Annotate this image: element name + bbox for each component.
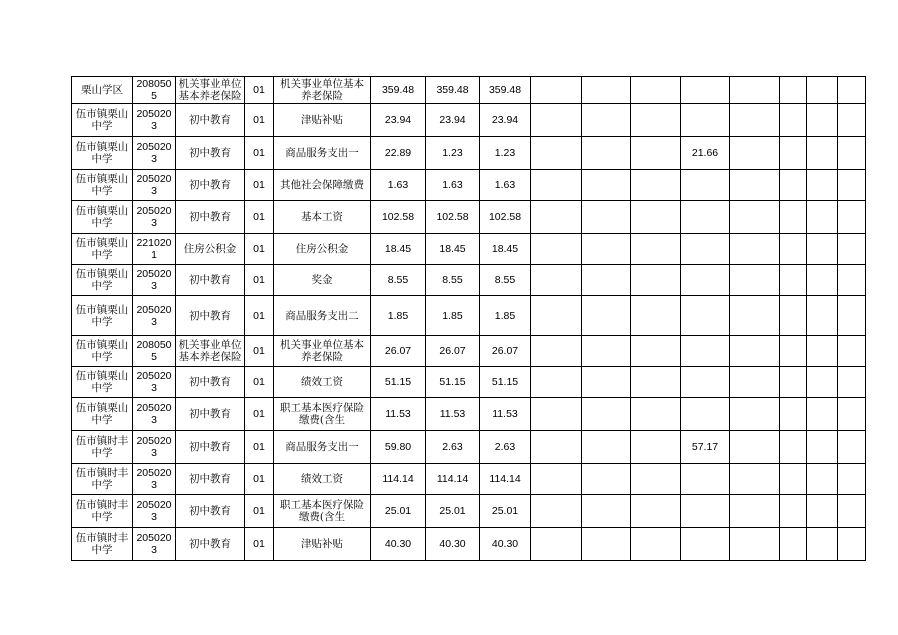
empty-cell <box>780 464 807 495</box>
empty-cell <box>780 495 807 528</box>
total-cell: 40.30 <box>371 528 426 561</box>
function-cell: 初中教育 <box>176 201 245 234</box>
total-cell: 1.85 <box>371 296 426 336</box>
type-cell: 01 <box>245 234 274 265</box>
value-cell: 51.15 <box>426 367 480 398</box>
value-cell: 102.58 <box>480 201 531 234</box>
empty-cell <box>531 296 582 336</box>
empty-cell <box>780 265 807 296</box>
total-cell: 102.58 <box>371 201 426 234</box>
table-row <box>72 170 866 201</box>
value-cell: 1.85 <box>480 296 531 336</box>
table-row <box>72 464 866 495</box>
empty-cell <box>730 495 780 528</box>
empty-cell <box>730 234 780 265</box>
value-cell: 51.15 <box>480 367 531 398</box>
empty-cell <box>531 137 582 170</box>
item-cell: 绩效工资 <box>274 464 371 495</box>
empty-cell <box>730 137 780 170</box>
item-cell: 商品服务支出二 <box>274 296 371 336</box>
total-cell: 1.63 <box>371 170 426 201</box>
empty-cell <box>807 234 838 265</box>
code-cell: 2050203 <box>133 398 176 431</box>
empty-cell <box>582 296 631 336</box>
code-cell: 2050203 <box>133 137 176 170</box>
code-cell: 2210201 <box>133 234 176 265</box>
empty-cell <box>582 398 631 431</box>
unit-cell: 伍市镇时丰中学 <box>72 464 133 495</box>
extra-value-cell <box>681 464 730 495</box>
empty-cell <box>531 367 582 398</box>
extra-value-cell <box>681 265 730 296</box>
table-row <box>72 137 866 170</box>
value-cell: 25.01 <box>480 495 531 528</box>
total-cell: 51.15 <box>371 367 426 398</box>
empty-cell <box>807 367 838 398</box>
empty-cell <box>531 77 582 104</box>
code-cell: 2050203 <box>133 431 176 464</box>
empty-cell <box>631 495 681 528</box>
empty-cell <box>730 398 780 431</box>
extra-value-cell <box>681 398 730 431</box>
unit-cell: 伍市镇栗山中学 <box>72 265 133 296</box>
extra-value-cell: 21.66 <box>681 137 730 170</box>
extra-value-cell <box>681 495 730 528</box>
type-cell: 01 <box>245 296 274 336</box>
empty-cell <box>631 137 681 170</box>
empty-cell <box>807 104 838 137</box>
code-cell: 2050203 <box>133 201 176 234</box>
empty-cell <box>838 464 866 495</box>
empty-cell <box>807 170 838 201</box>
extra-value-cell: 57.17 <box>681 431 730 464</box>
extra-value-cell <box>681 234 730 265</box>
type-cell: 01 <box>245 398 274 431</box>
item-cell: 绩效工资 <box>274 367 371 398</box>
function-cell: 初中教育 <box>176 265 245 296</box>
empty-cell <box>838 201 866 234</box>
value-cell: 18.45 <box>426 234 480 265</box>
value-cell: 1.23 <box>426 137 480 170</box>
empty-cell <box>631 234 681 265</box>
type-cell: 01 <box>245 265 274 296</box>
function-cell: 初中教育 <box>176 495 245 528</box>
empty-cell <box>838 367 866 398</box>
empty-cell <box>730 464 780 495</box>
empty-cell <box>838 170 866 201</box>
extra-value-cell <box>681 170 730 201</box>
empty-cell <box>780 528 807 561</box>
total-cell: 26.07 <box>371 336 426 367</box>
function-cell: 初中教育 <box>176 464 245 495</box>
empty-cell <box>730 104 780 137</box>
empty-cell <box>631 170 681 201</box>
item-cell: 住房公积金 <box>274 234 371 265</box>
empty-cell <box>780 234 807 265</box>
code-cell: 2050203 <box>133 104 176 137</box>
empty-cell <box>582 265 631 296</box>
unit-cell: 栗山学区 <box>72 77 133 104</box>
value-cell: 114.14 <box>480 464 531 495</box>
empty-cell <box>582 201 631 234</box>
extra-value-cell <box>681 201 730 234</box>
function-cell: 初中教育 <box>176 398 245 431</box>
extra-value-cell <box>681 104 730 137</box>
empty-cell <box>582 367 631 398</box>
function-cell: 住房公积金 <box>176 234 245 265</box>
table-body <box>72 77 866 561</box>
empty-cell <box>631 104 681 137</box>
empty-cell <box>531 464 582 495</box>
table-row <box>72 336 866 367</box>
code-cell: 2050203 <box>133 495 176 528</box>
empty-cell <box>631 77 681 104</box>
table-row <box>72 296 866 336</box>
empty-cell <box>531 336 582 367</box>
function-cell: 初中教育 <box>176 104 245 137</box>
empty-cell <box>531 431 582 464</box>
empty-cell <box>838 137 866 170</box>
item-cell: 基本工资 <box>274 201 371 234</box>
empty-cell <box>730 170 780 201</box>
total-cell: 59.80 <box>371 431 426 464</box>
item-cell: 机关事业单位基本养老保险 <box>274 77 371 104</box>
value-cell: 11.53 <box>480 398 531 431</box>
empty-cell <box>838 296 866 336</box>
code-cell: 2050203 <box>133 170 176 201</box>
empty-cell <box>780 170 807 201</box>
empty-cell <box>582 464 631 495</box>
empty-cell <box>582 77 631 104</box>
empty-cell <box>531 398 582 431</box>
unit-cell: 伍市镇栗山中学 <box>72 201 133 234</box>
code-cell: 2050203 <box>133 265 176 296</box>
value-cell: 2.63 <box>426 431 480 464</box>
table-row <box>72 367 866 398</box>
empty-cell <box>807 201 838 234</box>
type-cell: 01 <box>245 528 274 561</box>
empty-cell <box>780 296 807 336</box>
empty-cell <box>838 104 866 137</box>
empty-cell <box>531 170 582 201</box>
code-cell: 2050203 <box>133 296 176 336</box>
item-cell: 奖金 <box>274 265 371 296</box>
empty-cell <box>807 296 838 336</box>
type-cell: 01 <box>245 104 274 137</box>
total-cell: 25.01 <box>371 495 426 528</box>
table-row <box>72 201 866 234</box>
empty-cell <box>582 495 631 528</box>
value-cell: 8.55 <box>480 265 531 296</box>
empty-cell <box>807 137 838 170</box>
empty-cell <box>807 265 838 296</box>
table-row <box>72 104 866 137</box>
unit-cell: 伍市镇时丰中学 <box>72 431 133 464</box>
value-cell: 8.55 <box>426 265 480 296</box>
extra-value-cell <box>681 336 730 367</box>
empty-cell <box>807 464 838 495</box>
empty-cell <box>582 104 631 137</box>
total-cell: 18.45 <box>371 234 426 265</box>
empty-cell <box>730 431 780 464</box>
empty-cell <box>531 201 582 234</box>
empty-cell <box>838 431 866 464</box>
value-cell: 23.94 <box>426 104 480 137</box>
code-cell: 2050203 <box>133 367 176 398</box>
value-cell: 26.07 <box>480 336 531 367</box>
empty-cell <box>807 495 838 528</box>
empty-cell <box>631 528 681 561</box>
empty-cell <box>730 336 780 367</box>
type-cell: 01 <box>245 431 274 464</box>
code-cell: 2050203 <box>133 528 176 561</box>
item-cell: 职工基本医疗保险缴费(含生 <box>274 398 371 431</box>
type-cell: 01 <box>245 201 274 234</box>
value-cell: 359.48 <box>426 77 480 104</box>
table-row <box>72 77 866 104</box>
empty-cell <box>631 367 681 398</box>
empty-cell <box>807 77 838 104</box>
total-cell: 359.48 <box>371 77 426 104</box>
empty-cell <box>631 336 681 367</box>
unit-cell: 伍市镇时丰中学 <box>72 495 133 528</box>
item-cell: 津贴补贴 <box>274 104 371 137</box>
empty-cell <box>582 336 631 367</box>
type-cell: 01 <box>245 495 274 528</box>
total-cell: 22.89 <box>371 137 426 170</box>
empty-cell <box>780 137 807 170</box>
empty-cell <box>531 528 582 561</box>
empty-cell <box>631 398 681 431</box>
total-cell: 8.55 <box>371 265 426 296</box>
type-cell: 01 <box>245 336 274 367</box>
unit-cell: 伍市镇栗山中学 <box>72 296 133 336</box>
extra-value-cell <box>681 367 730 398</box>
table-row <box>72 431 866 464</box>
empty-cell <box>807 528 838 561</box>
function-cell: 初中教育 <box>176 137 245 170</box>
total-cell: 114.14 <box>371 464 426 495</box>
empty-cell <box>838 265 866 296</box>
empty-cell <box>838 495 866 528</box>
empty-cell <box>780 431 807 464</box>
function-cell: 初中教育 <box>176 296 245 336</box>
empty-cell <box>730 77 780 104</box>
extra-value-cell <box>681 296 730 336</box>
empty-cell <box>582 137 631 170</box>
value-cell: 102.58 <box>426 201 480 234</box>
function-cell: 初中教育 <box>176 170 245 201</box>
unit-cell: 伍市镇栗山中学 <box>72 137 133 170</box>
empty-cell <box>838 398 866 431</box>
empty-cell <box>531 104 582 137</box>
table-row <box>72 398 866 431</box>
type-cell: 01 <box>245 367 274 398</box>
function-cell: 初中教育 <box>176 528 245 561</box>
value-cell: 40.30 <box>426 528 480 561</box>
unit-cell: 伍市镇栗山中学 <box>72 336 133 367</box>
empty-cell <box>730 201 780 234</box>
empty-cell <box>582 431 631 464</box>
table-row <box>72 234 866 265</box>
empty-cell <box>807 431 838 464</box>
empty-cell <box>807 398 838 431</box>
unit-cell: 伍市镇栗山中学 <box>72 367 133 398</box>
table-row <box>72 495 866 528</box>
value-cell: 2.63 <box>480 431 531 464</box>
empty-cell <box>780 201 807 234</box>
item-cell: 津贴补贴 <box>274 528 371 561</box>
empty-cell <box>780 77 807 104</box>
empty-cell <box>631 464 681 495</box>
item-cell: 职工基本医疗保险缴费(含生 <box>274 495 371 528</box>
empty-cell <box>730 296 780 336</box>
function-cell: 初中教育 <box>176 431 245 464</box>
value-cell: 1.63 <box>426 170 480 201</box>
value-cell: 1.85 <box>426 296 480 336</box>
extra-value-cell <box>681 77 730 104</box>
empty-cell <box>631 431 681 464</box>
item-cell: 机关事业单位基本养老保险 <box>274 336 371 367</box>
empty-cell <box>780 336 807 367</box>
value-cell: 1.63 <box>480 170 531 201</box>
empty-cell <box>531 265 582 296</box>
value-cell: 114.14 <box>426 464 480 495</box>
empty-cell <box>807 336 838 367</box>
item-cell: 商品服务支出一 <box>274 431 371 464</box>
value-cell: 1.23 <box>480 137 531 170</box>
unit-cell: 伍市镇时丰中学 <box>72 528 133 561</box>
empty-cell <box>730 265 780 296</box>
value-cell: 25.01 <box>426 495 480 528</box>
unit-cell: 伍市镇栗山中学 <box>72 398 133 431</box>
empty-cell <box>631 265 681 296</box>
extra-value-cell <box>681 528 730 561</box>
item-cell: 商品服务支出一 <box>274 137 371 170</box>
empty-cell <box>730 528 780 561</box>
value-cell: 26.07 <box>426 336 480 367</box>
empty-cell <box>780 104 807 137</box>
item-cell: 其他社会保障缴费 <box>274 170 371 201</box>
function-cell: 初中教育 <box>176 367 245 398</box>
value-cell: 40.30 <box>480 528 531 561</box>
empty-cell <box>838 528 866 561</box>
unit-cell: 伍市镇栗山中学 <box>72 170 133 201</box>
function-cell: 机关事业单位基本养老保险 <box>176 336 245 367</box>
code-cell: 2080505 <box>133 77 176 104</box>
empty-cell <box>582 528 631 561</box>
empty-cell <box>838 336 866 367</box>
total-cell: 23.94 <box>371 104 426 137</box>
value-cell: 18.45 <box>480 234 531 265</box>
type-cell: 01 <box>245 137 274 170</box>
table-row <box>72 528 866 561</box>
empty-cell <box>582 170 631 201</box>
type-cell: 01 <box>245 77 274 104</box>
empty-cell <box>780 367 807 398</box>
empty-cell <box>531 234 582 265</box>
empty-cell <box>838 77 866 104</box>
value-cell: 23.94 <box>480 104 531 137</box>
code-cell: 2050203 <box>133 464 176 495</box>
empty-cell <box>582 234 631 265</box>
budget-table <box>71 76 866 561</box>
function-cell: 机关事业单位基本养老保险 <box>176 77 245 104</box>
empty-cell <box>631 201 681 234</box>
total-cell: 11.53 <box>371 398 426 431</box>
table-row <box>72 265 866 296</box>
unit-cell: 伍市镇栗山中学 <box>72 104 133 137</box>
empty-cell <box>730 367 780 398</box>
empty-cell <box>531 495 582 528</box>
type-cell: 01 <box>245 170 274 201</box>
type-cell: 01 <box>245 464 274 495</box>
empty-cell <box>631 296 681 336</box>
value-cell: 11.53 <box>426 398 480 431</box>
unit-cell: 伍市镇栗山中学 <box>72 234 133 265</box>
value-cell: 359.48 <box>480 77 531 104</box>
empty-cell <box>780 398 807 431</box>
empty-cell <box>838 234 866 265</box>
code-cell: 2080505 <box>133 336 176 367</box>
